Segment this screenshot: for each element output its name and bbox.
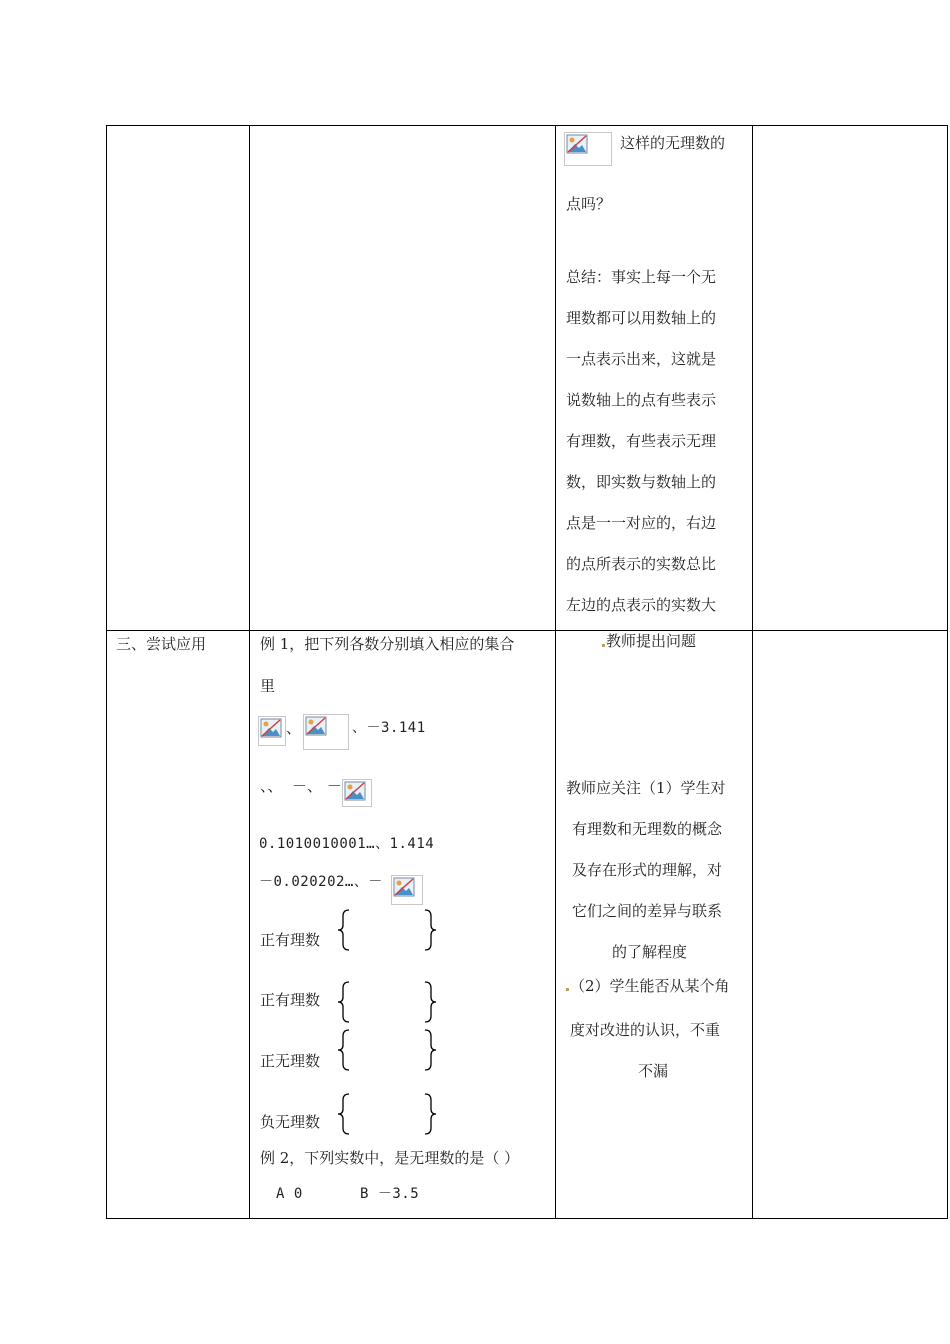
summary-line: 一点表示出来，这就是 bbox=[566, 350, 717, 368]
summary-line: 总结：事实上每一个无 bbox=[566, 268, 717, 286]
summary-line: 说数轴上的点有些表示 bbox=[566, 391, 717, 409]
summary-line: 点是一一对应的，右边 bbox=[566, 514, 717, 532]
broken-image-icon bbox=[342, 779, 372, 807]
broken-image-icon bbox=[258, 716, 286, 746]
table-bottom-border bbox=[106, 1218, 948, 1219]
separator: 、 bbox=[286, 719, 302, 737]
focus-line: 有理数和无理数的概念 bbox=[572, 820, 723, 838]
right-brace-icon bbox=[422, 1029, 438, 1071]
number-separators: －、 － bbox=[292, 777, 342, 795]
row1-col3-line2: 点吗？ bbox=[566, 195, 612, 213]
summary-line: 数，即实数与数轴上的 bbox=[566, 473, 717, 491]
number-list: －0.020202…、－ bbox=[259, 874, 383, 890]
option-a: A 0 bbox=[276, 1186, 303, 1202]
set-label: 正有理数 bbox=[260, 991, 321, 1009]
right-brace-icon bbox=[422, 909, 438, 951]
summary-line: 有理数，有些表示无理 bbox=[566, 432, 717, 450]
number-value: 、－3.141 bbox=[352, 720, 426, 736]
focus2-line: 不漏 bbox=[638, 1062, 669, 1080]
number-list: 0.1010010001…、1.414 bbox=[259, 836, 435, 852]
left-brace-icon bbox=[336, 981, 352, 1023]
right-brace-icon bbox=[422, 1093, 438, 1135]
table-col-divider-1 bbox=[249, 125, 250, 1219]
set-label: 负无理数 bbox=[260, 1113, 321, 1131]
broken-image-icon bbox=[303, 714, 349, 750]
teacher-question: 教师提出问题 bbox=[606, 632, 697, 650]
focus2-line: （2）学生能否从某个角 bbox=[570, 977, 730, 995]
example1-line2: 里 bbox=[260, 677, 276, 695]
summary-line: 左边的点表示的实数大 bbox=[566, 596, 717, 614]
focus-line: 它们之间的差异与联系 bbox=[572, 902, 723, 920]
focus-line: 教师应关注（1）学生对 bbox=[566, 779, 726, 797]
marker-dot bbox=[566, 988, 569, 991]
table-top-border bbox=[106, 125, 948, 126]
table-left-border bbox=[106, 125, 107, 1219]
table-col-divider-2 bbox=[555, 125, 556, 1219]
marker-dot bbox=[602, 644, 605, 647]
table-row-divider bbox=[106, 630, 948, 631]
focus2-line: 度对改进的认识，不重 bbox=[570, 1021, 721, 1039]
row1-col3-line1: 这样的无理数的 bbox=[620, 134, 726, 152]
left-brace-icon bbox=[336, 1029, 352, 1071]
section-title: 三、尝试应用 bbox=[116, 635, 207, 653]
focus-line: 及存在形式的理解，对 bbox=[572, 861, 723, 879]
right-brace-icon bbox=[422, 981, 438, 1023]
table-col-divider-3 bbox=[752, 125, 753, 1219]
example1-line1: 例 1，把下列各数分别填入相应的集合 bbox=[260, 635, 515, 653]
focus-line: 的了解程度 bbox=[612, 943, 688, 961]
option-b: B －3.5 bbox=[360, 1186, 420, 1202]
set-label: 正无理数 bbox=[260, 1052, 321, 1070]
left-brace-icon bbox=[336, 909, 352, 951]
summary-line: 的点所表示的实数总比 bbox=[566, 555, 717, 573]
broken-image-icon bbox=[391, 875, 423, 905]
summary-line: 理数都可以用数轴上的 bbox=[566, 309, 717, 327]
set-label: 正有理数 bbox=[260, 931, 321, 949]
example2-question: 例 2，下列实数中，是无理数的是（ ） bbox=[260, 1149, 520, 1167]
left-brace-icon bbox=[336, 1093, 352, 1135]
broken-image-icon bbox=[564, 132, 612, 166]
number-separators: 、、 bbox=[260, 777, 283, 795]
table-right-border bbox=[947, 125, 948, 1219]
